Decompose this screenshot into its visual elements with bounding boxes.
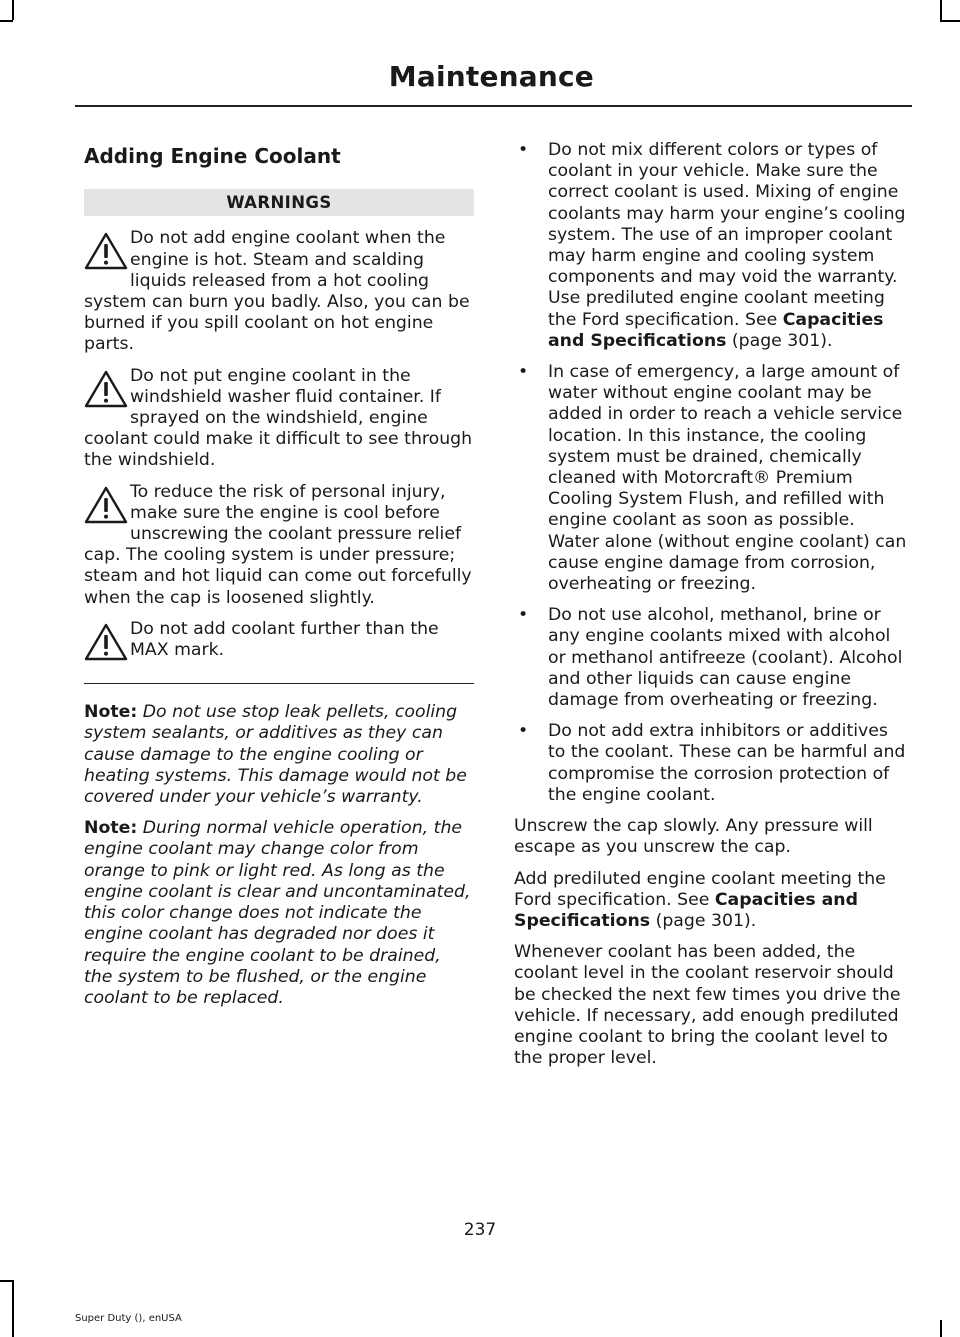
paragraph: Whenever coolant has been added, the coolant level in the coolant reservoir should be checked the next few times you drive the vehicle. If necessary, add enough prediluted engine coolant to bring the coolant level to the proper level.	[514, 942, 901, 1069]
bullet-icon: •	[518, 605, 529, 626]
paragraph	[514, 869, 909, 933]
page-reference: (page 301).	[650, 910, 757, 931]
note-label: Note:	[84, 818, 138, 839]
list-item-text: Do not add extra inhibitors or additives to the coolant. These can be harmful and compromise the corrosion protection of the engine coolant.	[548, 721, 906, 805]
crop-mark	[940, 0, 942, 20]
bullet-icon: •	[518, 721, 529, 742]
list-item-text: Do not use alcohol, methanol, brine or any engine coolants mixed with alcohol or methanol antifreeze (coolant). Alcohol and other liquids can cause engine damage from overheating or freezing.	[548, 605, 903, 711]
warning-triangle-icon	[82, 621, 130, 665]
warning-text: Do not put engine coolant in the windshield washer fluid container. If sprayed on the windshield, engine coolant could make it difficult to see through the windshield.	[84, 365, 473, 471]
list-item	[514, 362, 909, 595]
warning-item	[84, 482, 474, 609]
list-item-text: Do not mix different colors or types of coolant in your vehicle. Make sure the correct coolant is used. Mixing of engine coolants may harm your engine’s cooling system. The use of an improper coolant may harm engine and cooling system components and may void the warranty. Use prediluted engine coolant meeting the Ford specification. See	[548, 140, 906, 330]
warning-item	[84, 228, 474, 355]
warning-text: Do not add engine coolant when the engine is hot. Steam and scalding liquids released from a hot cooling system can burn you badly. Also, you can be burned if you spill coolant on hot engine parts.	[84, 228, 470, 355]
warning-triangle-icon	[82, 484, 130, 528]
cross-reference-link[interactable]: Capacities and Specifications	[548, 309, 884, 351]
warning-item	[84, 619, 474, 661]
note	[84, 818, 474, 1009]
cross-reference-link[interactable]: Capacities and Specifications	[514, 889, 858, 931]
warning-triangle-icon	[82, 230, 130, 274]
section-title: Adding Engine Coolant	[84, 144, 341, 168]
crop-mark	[0, 20, 13, 22]
warning-text: To reduce the risk of personal injury, make sure the engine is cool before unscrewing the coolant pressure relief cap. The cooling system is under pressure; steam and hot liquid can come out forcefully when the cap is loosened slightly.	[84, 481, 472, 608]
page-reference: (page 301).	[726, 330, 833, 351]
crop-mark	[0, 1280, 13, 1282]
left-column	[84, 140, 474, 1019]
list-item-text: In case of emergency, a large amount of water without engine coolant may be added in order to reach a vehicle service location. In this instance, the cooling system must be drained, chemically cleaned with Motorcraft® Premium Cooling System Flush, and refilled with engine coolant as soon as possible. Water alone (without engine coolant) can cause engine damage from corrosion, overheating or freezing.	[548, 362, 907, 595]
warning-item	[84, 366, 474, 472]
paragraph-text: Add prediluted engine coolant meeting the Ford specification. See	[514, 868, 886, 910]
paragraph: Unscrew the cap slowly. Any pressure will escape as you unscrew the cap.	[514, 816, 873, 858]
bullet-list	[514, 140, 909, 806]
list-item	[514, 721, 909, 806]
note-label: Note:	[84, 702, 138, 723]
crop-mark	[12, 1280, 14, 1337]
footer-text: Super Duty (), enUSA	[75, 1313, 182, 1324]
bullet-icon: •	[518, 362, 529, 383]
crop-mark	[940, 1320, 942, 1337]
note	[84, 702, 474, 808]
warning-triangle-icon	[82, 368, 130, 412]
warning-text: Do not add coolant further than the MAX mark.	[130, 618, 439, 661]
crop-mark	[12, 0, 14, 20]
note-text: Do not use stop leak pellets, cooling system sealants, or additives as they can cause damage to the engine cooling or heating systems. This damage would not be covered under your vehicle’s warranty.	[84, 702, 467, 808]
list-item	[514, 140, 909, 352]
crop-mark	[940, 20, 960, 22]
warnings-banner: WARNINGS	[84, 189, 474, 216]
header-divider	[75, 105, 912, 107]
right-column	[514, 140, 909, 1079]
bullet-icon: •	[518, 140, 529, 160]
warnings-end-divider	[84, 683, 474, 684]
list-item	[514, 605, 909, 711]
page-header-title: Maintenance	[388, 60, 594, 93]
page-number: 237	[463, 1220, 497, 1240]
note-text: During normal vehicle operation, the engine coolant may change color from orange to pink or light red. As long as the engine coolant is clear and uncontaminated, this color change does not indicate the engine coolant has degraded nor does it require the engine coolant to be drained, the system to be flushed, or the engine coolant to be replaced.	[84, 818, 471, 1008]
